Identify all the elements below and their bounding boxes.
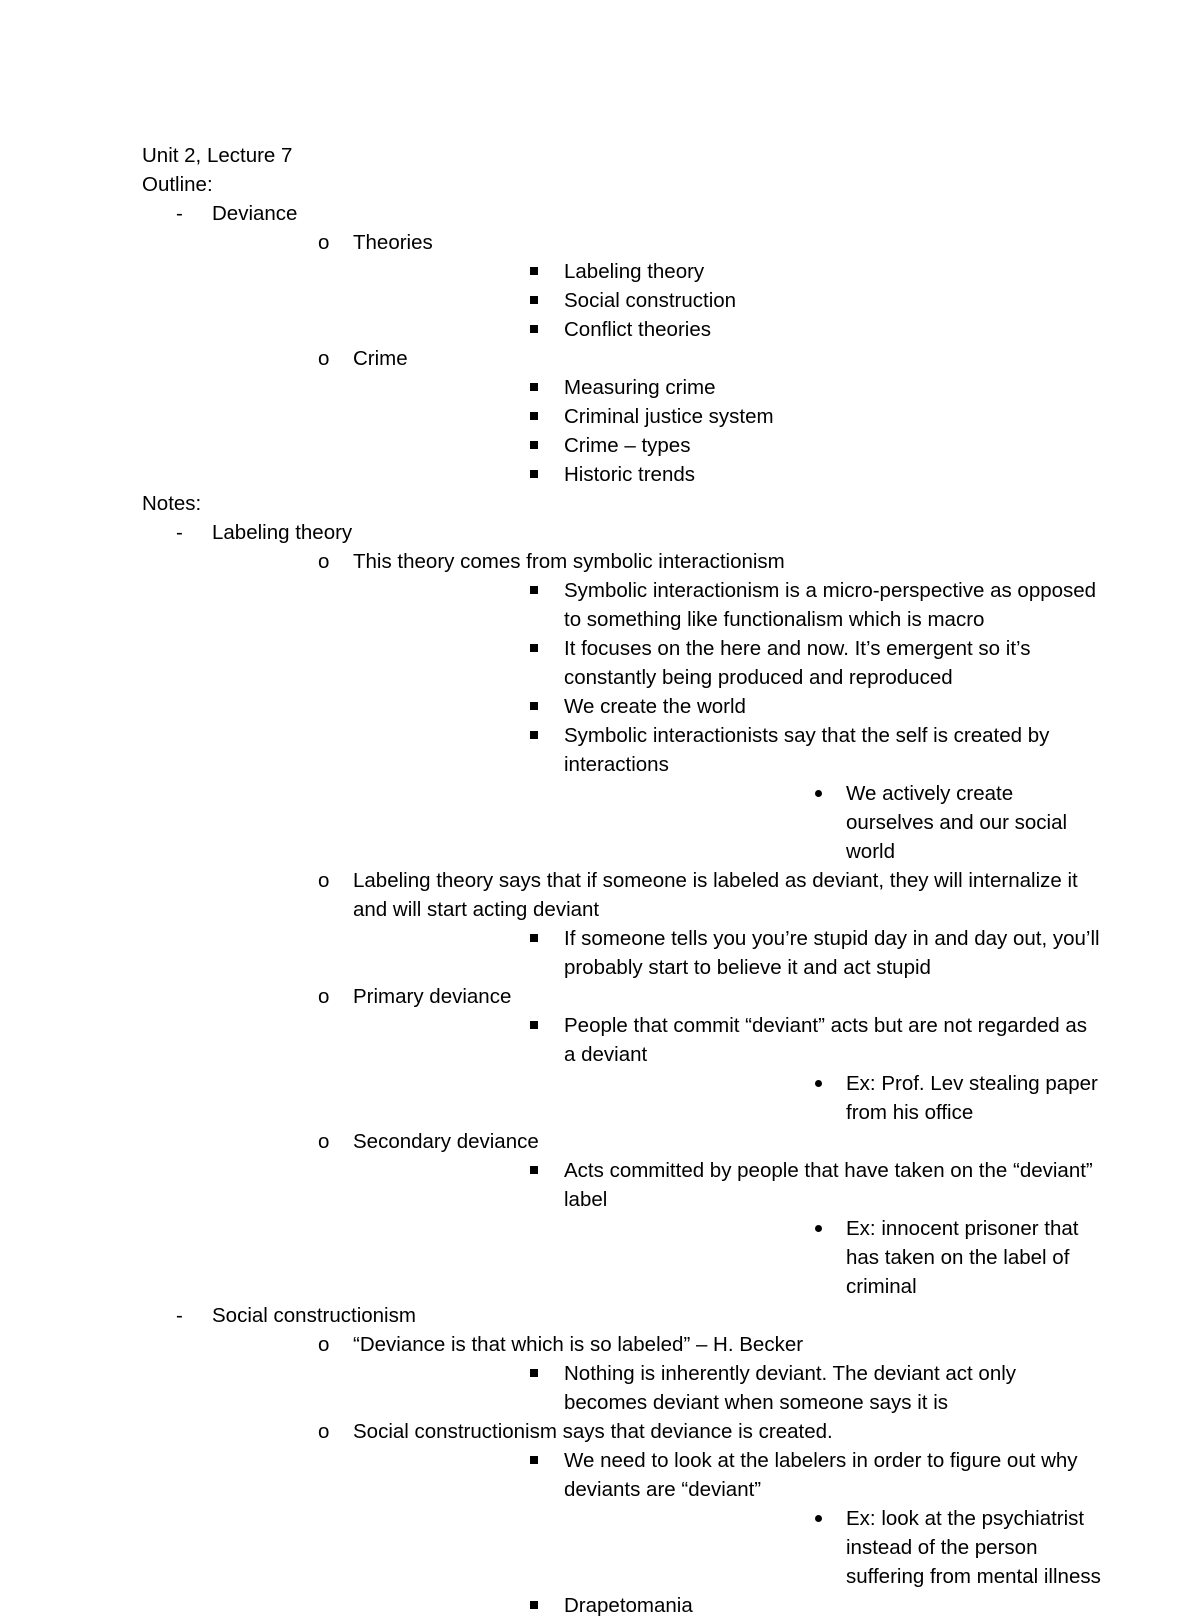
notes-item-primary-definition: People that commit “deviant” acts but are not regarded as a deviant Ex: Prof. Lev stealing paper from his office (353, 1011, 1102, 1127)
notes-item-labeling-says: o Labeling theory says that if someone is labeled as deviant, they will internalize it and will start acting deviant If someone tells you you’re stupid day in and day out, you’ll probably start to believe it and act stupid (212, 866, 1102, 982)
square-bullet (530, 267, 538, 275)
outline-item-theories: o Theories Labeling theory Social construction Conflict theories (212, 228, 1102, 344)
square-bullet (530, 1456, 538, 1464)
square-bullet (530, 1021, 538, 1029)
circle-bullet: o (318, 869, 330, 892)
square-bullet (530, 586, 538, 594)
notes-item-social-constructionism: - Social constructionism o “Deviance is that which is so labeled” – H. Becker Nothing is inherently deviant. The deviant act only becomes deviant when someone says it is o Social constructionism says that deviance is created. We need to look at the labelers in order to figure out why deviants are “deviant” Ex: look at the psychiatrist instead of the person suffering from mental illness Drapetomania (142, 1301, 1102, 1620)
notes-item-here-and-now: It focuses on the here and now. It’s emergent so it’s constantly being produced and reproduced (353, 634, 1102, 692)
circle-bullet: o (318, 231, 330, 254)
circle-bullet: o (318, 1420, 330, 1443)
outline-item-crime: o Crime Measuring crime Criminal justice system Crime – types Historic trends (212, 344, 1102, 489)
square-bullet (530, 383, 538, 391)
outline-item-crime-types: Crime – types (353, 431, 1102, 460)
square-bullet (530, 934, 538, 942)
notes-item-self-created: Symbolic interactionists say that the self is created by interactions We actively create ourselves and our social world (353, 721, 1102, 866)
outline-list (142, 199, 1102, 489)
outline-item-conflict-theories: Conflict theories (353, 315, 1102, 344)
notes-item-labelers: We need to look at the labelers in order to figure out why deviants are “deviant” Ex: look at the psychiatrist instead of the person suffering from mental illness (353, 1446, 1102, 1591)
notes-heading: Notes: (142, 492, 202, 515)
square-bullet (530, 1601, 538, 1609)
square-bullet (530, 1369, 538, 1377)
dash-bullet: - (176, 202, 183, 225)
square-bullet (530, 731, 538, 739)
outline-item-criminal-justice: Criminal justice system (353, 402, 1102, 431)
outline-item-labeling-theory: Labeling theory (353, 257, 1102, 286)
circle-bullet: o (318, 550, 330, 573)
circle-bullet: o (318, 1333, 330, 1356)
dash-bullet: - (176, 1304, 183, 1327)
notes-item-secondary-definition: Acts committed by people that have taken on the “deviant” label Ex: innocent prisoner that has taken on the label of criminal (353, 1156, 1102, 1301)
square-bullet (530, 412, 538, 420)
notes-item-deviance-created: o Social constructionism says that deviance is created. We need to look at the labelers in order to figure out why deviants are “deviant” Ex: look at the psychiatrist instead of the person suffering from mental illness Drapetomania (212, 1417, 1102, 1620)
square-bullet (530, 296, 538, 304)
notes-item-psychiatrist-example: Ex: look at the psychiatrist instead of the person suffering from mental illness (564, 1504, 1102, 1591)
notes-item-create-ourselves: We actively create ourselves and our social world (564, 779, 1102, 866)
notes-item-primary-deviance: o Primary deviance People that commit “deviant” acts but are not regarded as a deviant Ex: Prof. Lev stealing paper from his office (212, 982, 1102, 1127)
notes-list (142, 518, 1102, 1620)
outline-item-deviance: - Deviance o Theories Labeling theory Social construction Conflict theories o Crime Measuring crime Criminal justice system Crime – types Historic trends (142, 199, 1102, 489)
square-bullet (530, 470, 538, 478)
notes-item-primary-example: Ex: Prof. Lev stealing paper from his office (564, 1069, 1102, 1127)
notes-item-origin: o This theory comes from symbolic interactionism Symbolic interactionism is a micro-perspective as opposed to something like functionalism which is macro It focuses on the here and now. It’s emergent so it’s constantly being produced and reproduced We create the world Symbolic interactionists say that the self is created by interactions We actively create ourselves and our social world (212, 547, 1102, 866)
notes-item-labeling-theory: - Labeling theory o This theory comes from symbolic interactionism Symbolic interactionism is a micro-perspective as opposed to something like functionalism which is macro It focuses on the here and now. It’s emergent so it’s constantly being produced and reproduced We create the world Symbolic interactionists say that the self is created by interactions We actively create ourselves and our social world o Labeling theory says that if someone is labeled as deviant, they will internalize it and will start acting deviant If someone tells you you’re stupid day in and day out, you’ll probably start to believe it and act stupid o Primary deviance People that commit “deviant” acts but are not regarded as a deviant Ex: Prof. Lev stealing paper from his office o Secondary deviance Acts committed by people that have taken on the “deviant” label Ex: innocent prisoner that has taken on the label of criminal (142, 518, 1102, 1301)
square-bullet (530, 325, 538, 333)
notes-item-nothing-inherent: Nothing is inherently deviant. The deviant act only becomes deviant when someone says it is (353, 1359, 1102, 1417)
circle-bullet: o (318, 985, 330, 1008)
outline-item-historic-trends: Historic trends (353, 460, 1102, 489)
dot-bullet (815, 790, 822, 797)
document-page (142, 141, 1102, 1620)
dash-bullet: - (176, 521, 183, 544)
dot-bullet (815, 1080, 822, 1087)
notes-item-create-world: We create the world (353, 692, 1102, 721)
notes-item-drapetomania: Drapetomania (353, 1591, 1102, 1620)
square-bullet (530, 702, 538, 710)
square-bullet (530, 1166, 538, 1174)
outline-heading: Outline: (142, 173, 213, 196)
square-bullet (530, 441, 538, 449)
circle-bullet: o (318, 1130, 330, 1153)
notes-item-secondary-deviance: o Secondary deviance Acts committed by people that have taken on the “deviant” label Ex: innocent prisoner that has taken on the label of criminal (212, 1127, 1102, 1301)
dot-bullet (815, 1225, 822, 1232)
notes-item-micro-perspective: Symbolic interactionism is a micro-perspective as opposed to something like functionalism which is macro (353, 576, 1102, 634)
circle-bullet: o (318, 347, 330, 370)
dot-bullet (815, 1515, 822, 1522)
notes-item-secondary-example: Ex: innocent prisoner that has taken on the label of criminal (564, 1214, 1102, 1301)
outline-item-measuring-crime: Measuring crime (353, 373, 1102, 402)
notes-item-becker-quote: o “Deviance is that which is so labeled” – H. Becker Nothing is inherently deviant. The deviant act only becomes deviant when someone says it is (212, 1330, 1102, 1417)
square-bullet (530, 644, 538, 652)
outline-item-social-construction: Social construction (353, 286, 1102, 315)
lecture-title: Unit 2, Lecture 7 (142, 144, 293, 167)
notes-item-stupid-example: If someone tells you you’re stupid day in and day out, you’ll probably start to believe it and act stupid (353, 924, 1102, 982)
